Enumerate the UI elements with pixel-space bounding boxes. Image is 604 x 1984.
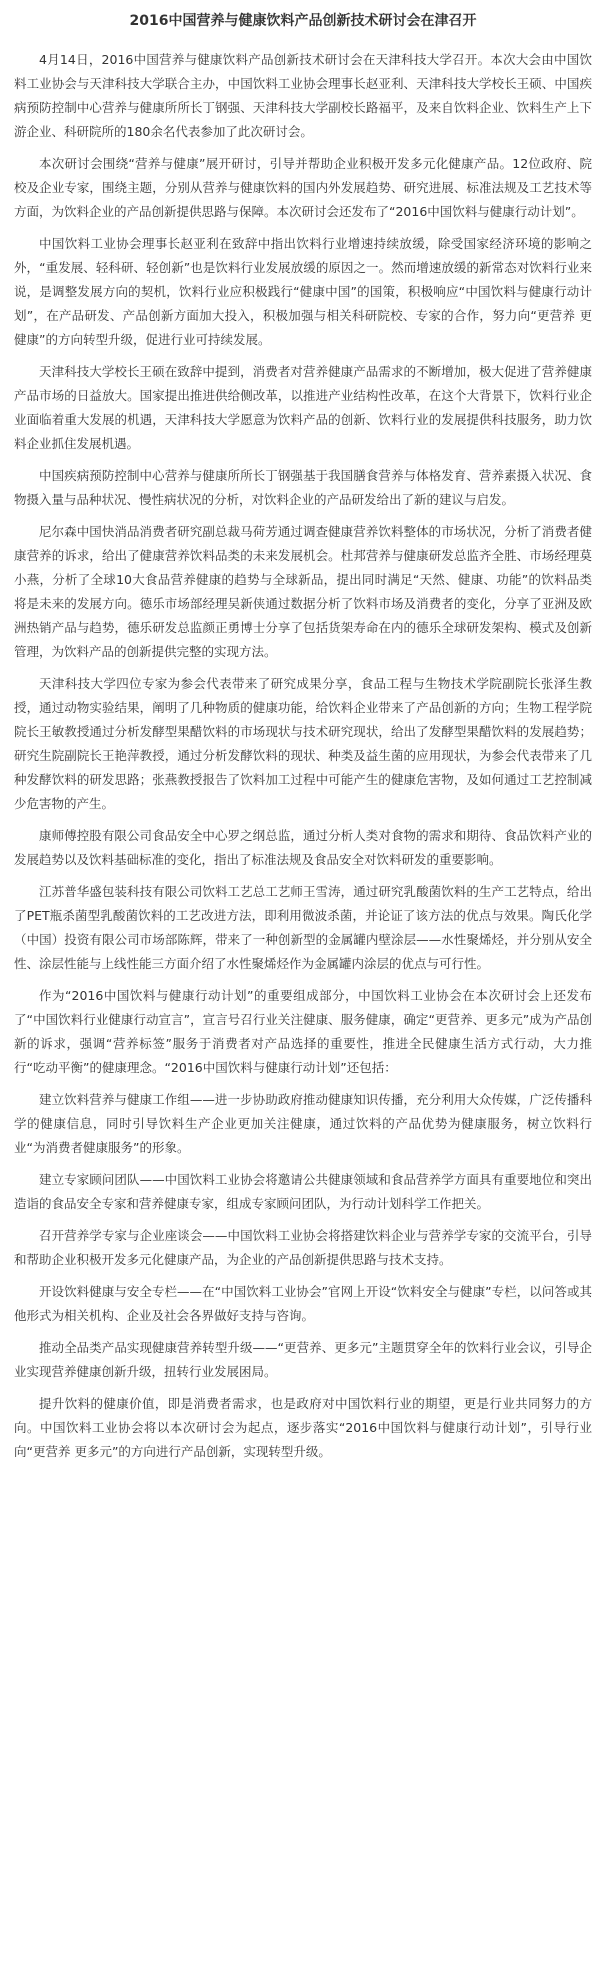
article-paragraph: 建立专家顾问团队——中国饮料工业协会将邀请公共健康领域和食品营养学方面具有重要地位和突出造诣的食品安全专家和营养健康专家，组成专家顾问团队，为行动计划科学工作把关。: [14, 1172, 592, 1211]
article-paragraph: 建立饮料营养与健康工作组——进一步协助政府推动健康知识传播，充分利用大众传媒，广泛传播科学的健康信息，同时引导饮料生产企业更加关注健康，通过饮料的产品优势为健康服务，树立饮料行业“为消费者健康服务”的形象。: [14, 1092, 592, 1155]
article-paragraph: 开设饮料健康与安全专栏——在“中国饮料工业协会”官网上开设“饮料安全与健康”专栏，以问答或其他形式为相关机构、企业及社会各界做好支持与咨询。: [14, 1284, 592, 1323]
article-paragraph: 江苏普华盛包装科技有限公司饮料工艺总工艺师王雪涛，通过研究乳酸菌饮料的生产工艺特点，给出了PET瓶杀菌型乳酸菌饮料的工艺改进方法，即利用微波杀菌，并论证了该方法的优点与效果。陶氏化学（中国）投资有限公司市场部陈辉，带来了一种创新型的金属罐内壁涂层——水性聚烯烃，并分别从安全性、涂层性能与上线性能三方面介绍了水性聚烯烃作为金属罐内涂层的优点与可行性。: [14, 884, 592, 971]
article-paragraph: 推动全品类产品实现健康营养转型升级——“更营养、更多元”主题贯穿全年的饮料行业会议，引导企业实现营养健康创新升级，扭转行业发展困局。: [14, 1340, 592, 1379]
article-paragraph: 中国饮料工业协会理事长赵亚利在致辞中指出饮料行业增速持续放缓，除受国家经济环境的影响之外，“重发展、轻科研、轻创新”也是饮料行业发展放缓的原因之一。然而增速放缓的新常态对饮料行业来说，是调整发展方向的契机，饮料行业应积极践行“健康中国”的国策，积极响应“中国饮料与健康行动计划”，在产品研发、产品创新方面加大投入，积极加强与相关科研院校、专家的合作，努力向“更营养 更健康”的方向转型升级，促进行业可持续发展。: [14, 236, 592, 347]
article-title: 2016中国营养与健康饮料产品创新技术研讨会在津召开: [129, 13, 477, 29]
article-paragraph: 召开营养学专家与企业座谈会——中国饮料工业协会将搭建饮料企业与营养学专家的交流平台，引导和帮助企业积极开发多元化健康产品，为企业的产品创新提供思路与技术支持。: [14, 1228, 592, 1267]
article-paragraph: 中国疾病预防控制中心营养与健康所所长丁钢强基于我国膳食营养与体格发育、营养素摄入状况、食物摄入量与品种状况、慢性病状况的分析，对饮料企业的产品研发给出了新的建议与启发。: [14, 468, 592, 507]
article-paragraph: 本次研讨会围绕“营养与健康”展开研讨，引导并帮助企业积极开发多元化健康产品。12位政府、院校及企业专家，围绕主题，分别从营养与健康饮料的国内外发展趋势、研究进展、标准法规及工艺技术等方面，为饮料企业的产品创新提供思路与保障。本次研讨会还发布了“2016中国饮料与健康行动计划”。: [14, 156, 592, 219]
article-paragraph: 尼尔森中国快消品消费者研究副总裁马荷芳通过调查健康营养饮料整体的市场状况，分析了消费者健康营养的诉求，给出了健康营养饮料品类的未来发展机会。杜邦营养与健康研发总监齐全胜、市场经理莫小燕，分析了全球10大食品营养健康的趋势与全球新品，提出同时满足“天然、健康、功能”的饮料品类将是未来的发展方向。德乐市场部经理吴新侠通过数据分析了饮料市场及消费者的变化，分享了亚洲及欧洲热销产品与趋势，德乐研发总监颜正勇博士分享了包括货架寿命在内的德乐全球研发架构、模式及创新管理，为饮料产品的创新提供完整的实现方法。: [14, 524, 592, 659]
article-paragraph: 提升饮料的健康价值，即是消费者需求，也是政府对中国饮料行业的期望，更是行业共同努力的方向。中国饮料工业协会将以本次研讨会为起点，逐步落实“2016中国饮料与健康行动计划”，引导行业向“更营养 更多元”的方向进行产品创新，实现转型升级。: [14, 1396, 592, 1459]
article-body: [14, 48, 592, 1464]
article-paragraph: 康师傅控股有限公司食品安全中心罗之纲总监，通过分析人类对食物的需求和期待、食品饮料产业的发展趋势以及饮料基础标准的变化，指出了标准法规及食品安全对饮料研发的重要影响。: [14, 828, 592, 867]
article-paragraph: 4月14日，2016中国营养与健康饮料产品创新技术研讨会在天津科技大学召开。本次大会由中国饮料工业协会与天津科技大学联合主办，中国饮料工业协会理事长赵亚利、天津科技大学校长王硕、中国疾病预防控制中心营养与健康所所长丁钢强、天津科技大学副校长路福平，及来自饮料企业、饮料生产上下游企业、科研院所的180余名代表参加了此次研讨会。: [14, 52, 592, 139]
article-paragraph: 天津科技大学校长王硕在致辞中提到，消费者对营养健康产品需求的不断增加，极大促进了营养健康产品市场的日益放大。国家提出推进供给侧改革，以推进产业结构性改革，在这个大背景下，饮料行业企业面临着重大发展的机遇，天津科技大学愿意为饮料产品的创新、饮料行业的发展提供科技服务，助力饮料企业抓住发展机遇。: [14, 364, 592, 451]
article-paragraph: 作为“2016中国饮料与健康行动计划”的重要组成部分，中国饮料工业协会在本次研讨会上还发布了“中国饮料行业健康行动宣言”，宣言号召行业关注健康、服务健康，确定“更营养、更多元”成为产品创新的诉求，强调“营养标签”服务于消费者对产品选择的重要性，推进全民健康生活方式行动，大力推行“吃动平衡”的健康理念。“2016中国饮料与健康行动计划”还包括：: [14, 988, 592, 1075]
article-paragraph: 天津科技大学四位专家为参会代表带来了研究成果分享，食品工程与生物技术学院副院长张泽生教授，通过动物实验结果，阐明了几种物质的健康功能，给饮料企业带来了产品创新的方向；生物工程学院院长王敏教授通过分析发酵型果醋饮料的市场现状与技术研究现状，给出了发酵型果醋饮料的发展趋势；研究生院副院长王艳萍教授，通过分析发酵饮料的现状、种类及益生菌的应用现状，为参会代表带来了几种发酵饮料的研发思路；张燕教授报告了饮料加工过程中可能产生的健康危害物，及如何通过工艺控制减少危害物的产生。: [14, 676, 592, 811]
